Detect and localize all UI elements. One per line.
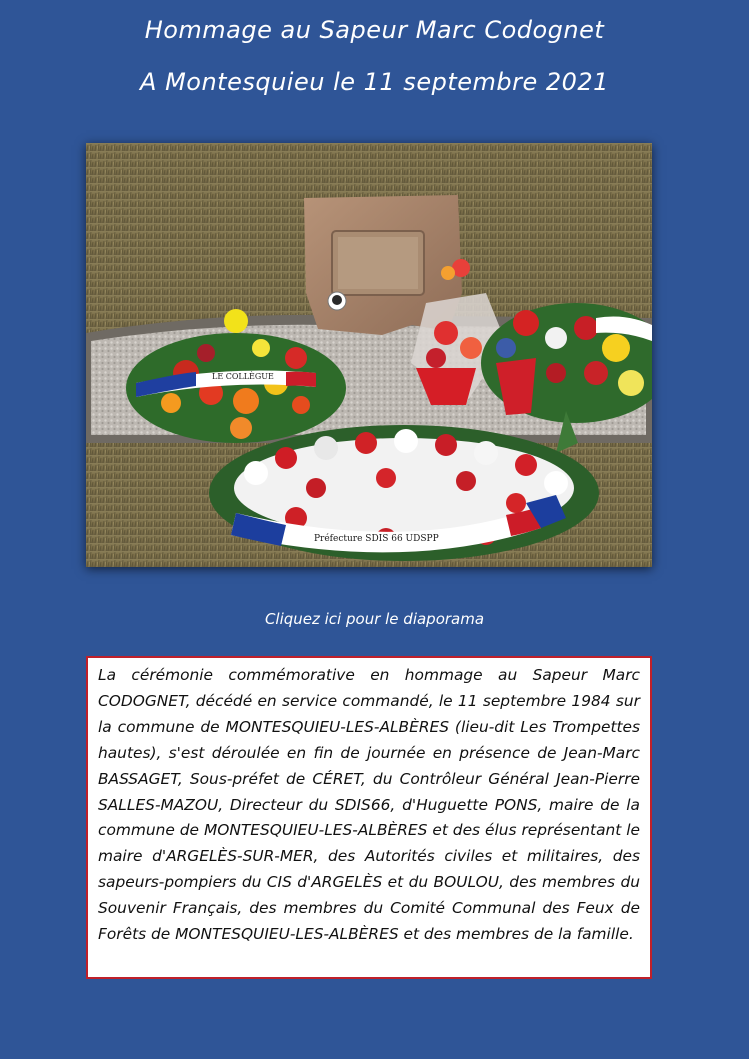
ribbon-front-text: Préfecture SDIS 66 UDSPP xyxy=(314,534,439,544)
ribbon-left-text: LE COLLÈGUE xyxy=(212,372,274,381)
article-box xyxy=(86,656,652,979)
slideshow-link[interactable]: Cliquez ici pour le diaporama xyxy=(264,610,485,628)
memorial-photo xyxy=(86,143,652,567)
page-subtitle: A Montesquieu le 11 septembre 2021 xyxy=(140,68,609,96)
article-body: La cérémonie commémorative en hommage au Sapeur Marc CODOGNET, décédé en service commandé, le 11 septembre 1984 sur la commune de MONTESQUIEU-LES-ALBÈRES (lieu-dit Les Trompettes hautes), s'est déroulée en fin de journée en présence de Jean-Marc BASSAGET, Sous-préfet de CÉRET, du Contrôleur Général Jean-Pierre SALLES-MAZOU, Directeur du SDIS66, d'Huguette PONS, maire de la commune de MONTESQUIEU-LES-ALBÈRES et des élus représentant le maire d'ARGELÈS-SUR-MER, des Autorités civiles et militaires, des sapeurs-pompiers du CIS d'ARGELÈS et du BOULOU, des membres du Souvenir Français, des membres du Comité Communal des Feux de Forêts de MONTESQUIEU-LES-ALBÈRES et des membres de la famille. xyxy=(98,666,640,944)
page-title: Hommage au Sapeur Marc Codognet xyxy=(144,16,605,44)
